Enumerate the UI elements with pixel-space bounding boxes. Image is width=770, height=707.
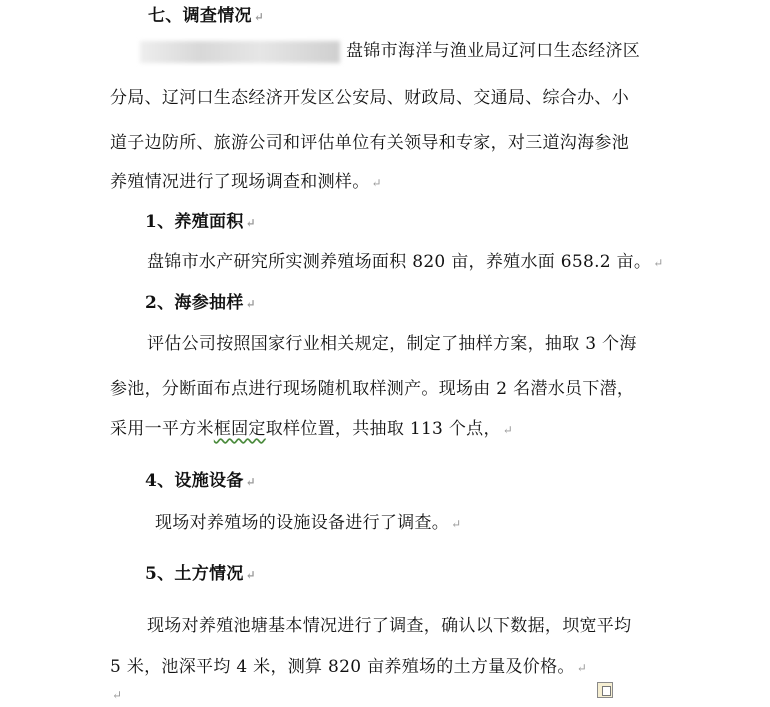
subsection-5-title [145, 562, 256, 587]
subsection-1-title-text: 1、养殖面积 [145, 212, 244, 232]
paragraph-mark: ↵ [245, 568, 256, 582]
subsection-1-text-body: 盘锦市水产研究所实测养殖场面积 820 亩，养殖水面 658.2 亩。 [147, 252, 652, 272]
paragraph-mark: ↵ [245, 297, 256, 311]
intro-line-2: 分局、辽河口生态经济开发区公安局、财政局、交通局、综合办、小 [110, 88, 629, 108]
subsection-2-title-text: 2、海参抽样 [145, 293, 244, 313]
intro-line-1 [140, 39, 640, 63]
subsection-2-line-1: 评估公司按照国家行业相关规定，制定了抽样方案，抽取 3 个海 [147, 334, 637, 354]
intro-line-1-text: 盘锦市海洋与渔业局辽河口生态经济区 [346, 41, 641, 61]
paragraph-mark: ↵ [245, 475, 256, 489]
subsection-4-title-text: 4、设施设备 [145, 471, 244, 491]
subsection-2-line-3-a: 采用一平方米 [110, 419, 214, 439]
paragraph-mark: ↵ [653, 256, 664, 270]
subsection-4-title [145, 469, 256, 494]
subsection-2-line-2: 参池，分断面布点进行现场随机取样测产。现场由 2 名潜水员下潜， [110, 379, 635, 399]
subsection-4-text-body: 现场对养殖场的设施设备进行了调查。 [155, 513, 450, 533]
empty-paragraph [110, 682, 122, 707]
subsection-5-line-1: 现场对养殖池塘基本情况进行了调查，确认以下数据，坝宽平均 [147, 616, 632, 636]
paragraph-mark: ↵ [253, 10, 265, 24]
paragraph-mark: ↵ [451, 517, 462, 531]
intro-line-3: 道子边防所、旅游公司和评估单位有关领导和专家，对三道沟海参池 [110, 133, 629, 153]
subsection-1-text [147, 250, 664, 275]
spellcheck-underlined-text: 框固定 [213, 419, 266, 439]
subsection-1-title [145, 210, 256, 235]
paragraph-mark: ↵ [502, 423, 514, 437]
subsection-5-line-2-text: 5 米，池深平均 4 米，测算 820 亩养殖场的土方量及价格。 [110, 657, 575, 677]
intro-line-4 [110, 170, 382, 195]
subsection-4-text [155, 511, 461, 536]
section-title [148, 4, 264, 29]
subsection-5-line-2 [110, 655, 587, 680]
redacted-block [140, 41, 340, 63]
subsection-2-line-3-c: 取样位置，共抽取 113 个点， [265, 419, 501, 439]
subsection-2-line-3 [110, 417, 513, 442]
paragraph-mark: ↵ [112, 688, 123, 702]
intro-line-4-text: 养殖情况进行了现场调查和测样。 [110, 172, 370, 192]
subsection-2-title [145, 291, 256, 316]
paragraph-mark: ↵ [576, 661, 588, 675]
section-title-text: 七、调查情况 [148, 6, 252, 26]
subsection-5-title-text: 5、土方情况 [145, 564, 244, 584]
paragraph-mark: ↵ [371, 176, 382, 190]
paste-options-icon[interactable] [597, 682, 613, 698]
paragraph-mark: ↵ [245, 216, 256, 230]
